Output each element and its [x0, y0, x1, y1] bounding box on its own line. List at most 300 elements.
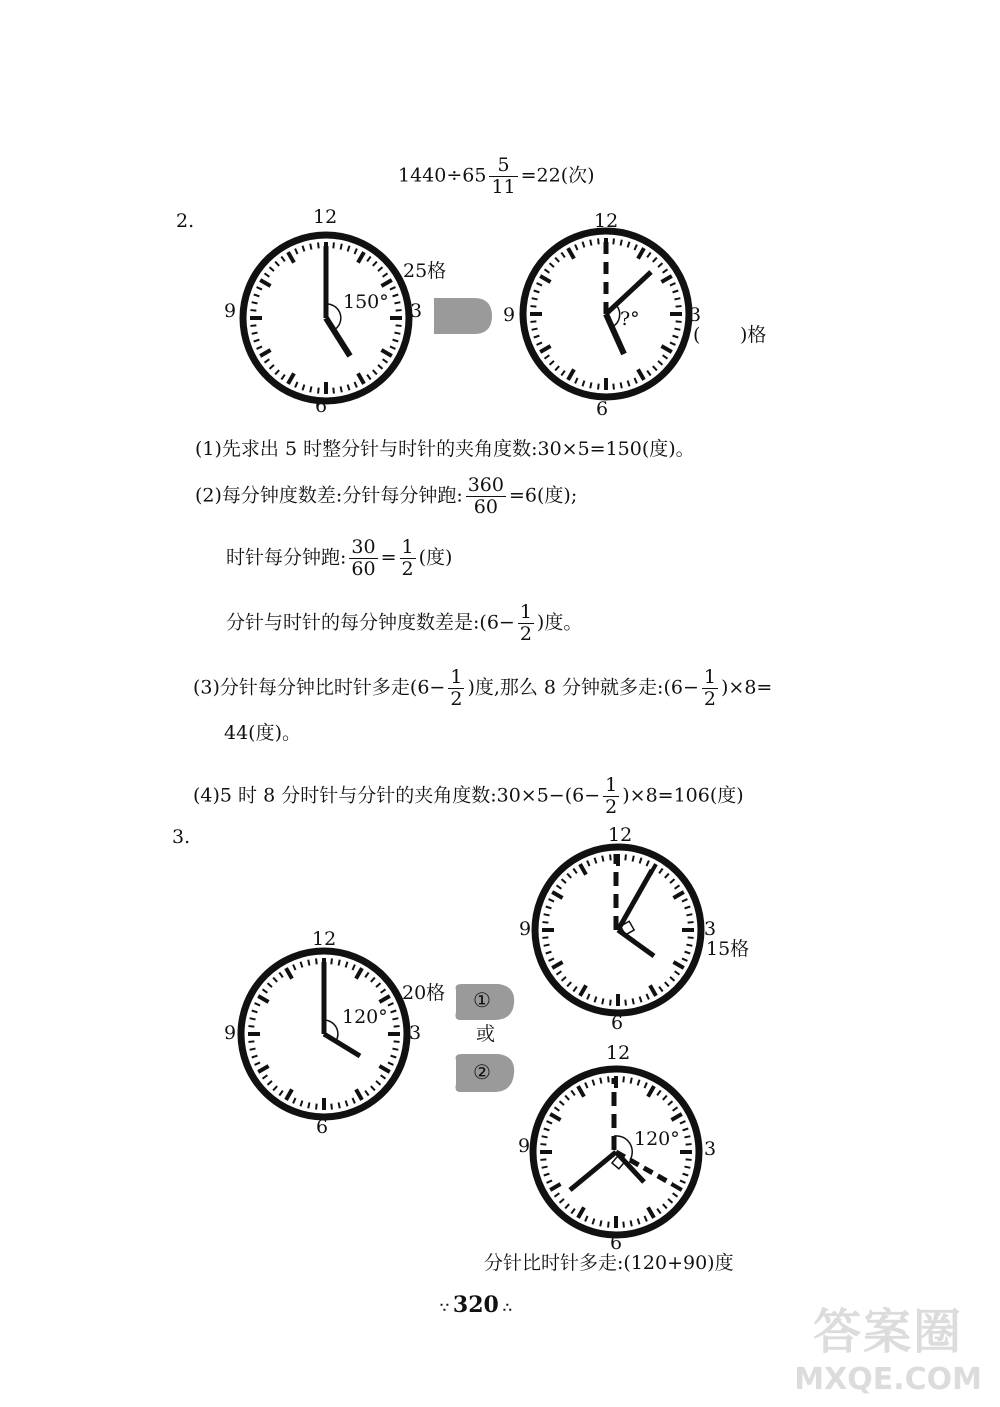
minute-tick	[281, 257, 285, 262]
minute-tick	[547, 1121, 552, 1123]
hour-hand	[618, 930, 654, 956]
minute-tick	[393, 340, 399, 342]
minute-tick	[301, 962, 303, 968]
minute-tick	[308, 960, 309, 966]
minute-tick	[625, 1000, 626, 1006]
minute-tick	[394, 302, 400, 303]
minute-tick	[279, 973, 283, 978]
minute-tick	[367, 375, 371, 380]
minute-tick	[270, 267, 274, 271]
hour-tick	[286, 968, 292, 978]
minute-tick	[542, 922, 548, 923]
minute-tick	[602, 998, 603, 1004]
clock-5-08	[516, 224, 696, 404]
or-label: 或	[476, 1023, 496, 1045]
minute-tick	[646, 994, 648, 999]
minute-tick	[555, 258, 559, 262]
hour-tick	[550, 1114, 560, 1120]
minute-tick	[257, 287, 262, 289]
minute-tick	[273, 1086, 277, 1090]
minute-tick	[670, 977, 674, 981]
minute-tick	[310, 386, 311, 392]
step-3a: (3)分针每分钟比时针多走(6− $\frac{1}{2}$ )度,那么 8 分钟就多走:(6− $\frac{1}{2}$ )×8=	[193, 666, 773, 710]
minute-tick	[631, 1220, 632, 1226]
minute-tick	[653, 258, 657, 262]
minute-tick	[257, 346, 262, 348]
minute-tick	[602, 856, 603, 862]
minute-tick	[657, 1209, 661, 1214]
minute-tick	[567, 982, 571, 986]
clock2-label-12: 12	[594, 210, 619, 232]
clock-option-2	[526, 1062, 706, 1242]
minute-tick	[684, 1136, 690, 1137]
minute-tick	[318, 242, 319, 248]
minute-tick	[657, 1091, 661, 1096]
minute-tick	[393, 295, 399, 297]
hour-tick	[552, 892, 562, 898]
minute-tick	[383, 273, 388, 277]
hour-tick	[358, 373, 364, 383]
clock4-label-6: 6	[611, 1012, 624, 1034]
fraction: $\frac{1}{2}$	[450, 666, 463, 710]
minute-hand	[570, 1152, 616, 1190]
hour-tick	[358, 252, 364, 262]
option-1-label: ①	[473, 988, 491, 1012]
dot-decoration-icon: ∴	[502, 1300, 512, 1316]
minute-tick	[663, 355, 668, 359]
clock5-label-9: 9	[518, 1135, 531, 1157]
hour-tick	[578, 1086, 584, 1096]
minute-tick	[265, 273, 270, 277]
minute-tick	[352, 965, 354, 970]
clock1-label-6: 6	[315, 395, 328, 417]
minute-tick	[683, 1129, 689, 1131]
minute-tick	[571, 1091, 575, 1096]
hour-tick	[580, 864, 586, 874]
minute-tick	[546, 952, 552, 954]
hour-tick	[568, 248, 574, 258]
minute-tick	[653, 366, 657, 370]
minute-tick	[557, 885, 562, 889]
fraction: $\frac{1}{2}$	[401, 536, 414, 580]
clock3-label-6: 6	[316, 1116, 329, 1138]
minute-tick	[250, 310, 256, 311]
minute-tick	[265, 359, 270, 363]
option-2-label: ②	[473, 1060, 491, 1084]
minute-tick	[331, 1104, 332, 1110]
minute-tick	[676, 321, 682, 322]
minute-tick	[275, 262, 279, 266]
minute-tick	[676, 306, 682, 307]
clock4-label-9: 9	[519, 918, 532, 940]
hour-tick	[673, 892, 683, 898]
minute-tick	[555, 1107, 560, 1111]
minute-tick	[663, 1204, 667, 1208]
minute-tick	[318, 388, 319, 394]
minute-tick	[634, 245, 636, 250]
minute-tick	[390, 346, 395, 348]
minute-tick	[674, 329, 680, 330]
minute-tick	[534, 291, 540, 293]
minute-tick	[595, 858, 597, 864]
minute-tick	[682, 958, 687, 960]
clock1-label-12: 12	[313, 206, 338, 228]
hour-tick	[381, 350, 391, 356]
minute-tick	[670, 342, 675, 344]
dot-decoration-icon: ∵	[440, 1300, 449, 1316]
minute-tick	[608, 1222, 609, 1228]
minute-tick	[688, 937, 694, 938]
minute-tick	[248, 1041, 254, 1042]
hour-tick	[288, 373, 294, 383]
minute-tick	[545, 269, 550, 273]
minute-tick	[339, 960, 340, 966]
minute-tick	[378, 267, 382, 271]
minute-tick	[279, 1091, 283, 1096]
minute-tick	[680, 1180, 685, 1182]
minute-tick	[354, 382, 356, 387]
minute-tick	[686, 1159, 692, 1160]
fraction: $\frac{360}{60}$	[467, 474, 504, 518]
minute-tick	[585, 1083, 587, 1088]
minute-tick	[544, 1174, 550, 1176]
minute-tick	[295, 382, 297, 387]
minute-tick	[600, 1220, 601, 1226]
minute-tick	[255, 1003, 260, 1005]
minute-tick	[373, 370, 377, 374]
minute-tick	[248, 1026, 254, 1027]
minute-tick	[583, 381, 585, 387]
minute-tick	[668, 1101, 672, 1105]
minute-tick	[625, 854, 626, 860]
minute-tick	[252, 302, 258, 303]
minute-tick	[376, 983, 380, 987]
minute-hand	[618, 870, 652, 930]
minute-tick	[281, 375, 285, 380]
minute-tick	[686, 914, 692, 915]
minute-tick	[316, 958, 317, 964]
minute-tick	[555, 366, 559, 370]
minute-tick	[373, 262, 377, 266]
minute-tick	[390, 287, 395, 289]
minute-tick	[273, 978, 277, 982]
problem-3-number: 3.	[172, 826, 191, 848]
step-1: (1)先求出 5 时整分针与时针的夹角度数:30×5=150(度)。	[195, 438, 695, 460]
minute-tick	[593, 1219, 595, 1225]
minute-tick	[544, 1129, 550, 1131]
minute-tick	[638, 1219, 640, 1225]
step-2c: 分针与时针的每分钟度数差是:(6− $\frac{1}{2}$ )度。	[226, 601, 583, 645]
minute-tick	[673, 1107, 678, 1111]
minute-tick	[550, 361, 554, 365]
hour-hand	[324, 1034, 360, 1056]
minute-tick	[252, 333, 258, 334]
minute-tick	[673, 336, 679, 338]
minute-tick	[396, 325, 402, 326]
minute-tick	[546, 907, 552, 909]
clock4-side-label: 15格	[706, 938, 750, 960]
minute-tick	[663, 269, 668, 273]
minute-tick	[665, 874, 669, 878]
minute-tick	[613, 238, 614, 244]
minute-tick	[365, 973, 369, 978]
minute-tick	[670, 879, 674, 883]
minute-tick	[647, 371, 651, 376]
hour-tick	[568, 369, 574, 379]
minute-tick	[640, 858, 642, 864]
minute-tick	[333, 242, 334, 248]
step-2a: (2)每分钟度数差:分针每分钟跑: $\frac{360}{60}$ =6(度);	[195, 474, 578, 518]
minute-tick	[560, 1101, 564, 1105]
minute-tick	[623, 1076, 624, 1082]
minute-tick	[587, 994, 589, 999]
minute-tick	[341, 244, 342, 250]
minute-tick	[595, 997, 597, 1003]
minute-tick	[555, 1193, 560, 1197]
fraction: $\frac{1}{2}$	[519, 601, 532, 645]
fraction: $\frac{1}{2}$	[703, 666, 716, 710]
minute-tick	[388, 1003, 393, 1005]
minute-tick	[561, 253, 565, 258]
minute-tick	[610, 854, 611, 860]
clock1-side-label: 25格	[403, 260, 447, 282]
minute-tick	[270, 365, 274, 369]
hour-tick	[638, 248, 644, 258]
minute-tick	[659, 987, 663, 992]
minute-tick	[631, 1078, 632, 1084]
minute-tick	[268, 1081, 272, 1085]
hour-tick	[288, 252, 294, 262]
minute-tick	[530, 306, 536, 307]
fraction: $\frac{30}{60}$	[351, 536, 376, 580]
clock3-label-3: 3	[409, 1022, 422, 1044]
minute-tick	[685, 907, 691, 909]
fraction: $\frac{5}{11}$	[491, 154, 516, 198]
minute-tick	[388, 1062, 393, 1064]
minute-tick	[644, 1216, 646, 1221]
minute-tick	[544, 945, 550, 946]
hour-tick	[540, 276, 550, 282]
minute-tick	[537, 283, 542, 285]
minute-tick	[638, 1080, 640, 1086]
hour-tick	[648, 1086, 654, 1096]
hour-tick	[661, 276, 671, 282]
step-2b: 时针每分钟跑: $\frac{30}{60}$ = $\frac{1}{2}$ (度)	[226, 536, 453, 580]
minute-tick	[628, 242, 630, 248]
hour-tick	[379, 1066, 389, 1072]
clock5-label-12: 12	[606, 1042, 631, 1064]
minute-tick	[688, 922, 694, 923]
minute-tick	[250, 325, 256, 326]
minute-tick	[394, 333, 400, 334]
minute-tick	[293, 1098, 295, 1103]
minute-tick	[623, 1222, 624, 1228]
hour-tick	[671, 1114, 681, 1120]
minute-tick	[634, 378, 636, 383]
minute-tick	[633, 998, 634, 1004]
minute-tick	[352, 1098, 354, 1103]
minute-tick	[537, 342, 542, 344]
minute-tick	[303, 385, 305, 391]
clock1-label-3: 3	[410, 300, 423, 322]
clock1-angle-label: 150°	[343, 291, 389, 313]
minute-tick	[663, 1096, 667, 1100]
clock3-label-9: 9	[224, 1022, 237, 1044]
minute-tick	[378, 365, 382, 369]
top-equation	[398, 156, 595, 197]
minute-tick	[575, 245, 577, 250]
minute-tick	[295, 249, 297, 254]
minute-tick	[263, 989, 268, 993]
minute-tick	[544, 914, 550, 915]
hour-tick	[540, 346, 550, 352]
minute-tick	[686, 1144, 692, 1145]
clock2-side-close: )格	[740, 324, 767, 346]
minute-tick	[250, 1018, 256, 1019]
minute-tick	[371, 1086, 375, 1090]
minute-tick	[644, 1083, 646, 1088]
minute-tick	[573, 987, 577, 992]
fraction: $\frac{1}{2}$	[605, 774, 618, 818]
minute-tick	[263, 1075, 268, 1079]
minute-tick	[383, 359, 388, 363]
hour-tick	[648, 1207, 654, 1217]
minute-tick	[391, 1056, 397, 1058]
hour-tick	[638, 369, 644, 379]
minute-tick	[608, 1076, 609, 1082]
minute-tick	[640, 997, 642, 1003]
clock3-label-12: 12	[312, 928, 337, 950]
hour-tick	[673, 962, 683, 968]
problem-2-number: 2.	[176, 210, 195, 232]
minute-tick	[381, 1075, 386, 1079]
minute-tick	[252, 1056, 258, 1058]
equation-right: =22(次)	[520, 164, 595, 187]
minute-tick	[560, 1199, 564, 1203]
minute-tick	[682, 899, 687, 901]
minute-tick	[593, 1080, 595, 1086]
minute-tick	[573, 869, 577, 874]
minute-tick	[674, 298, 680, 299]
minute-tick	[333, 388, 334, 394]
step-3b: 44(度)。	[224, 722, 302, 744]
clock2-label-3: 3	[689, 304, 702, 326]
minute-tick	[540, 1159, 546, 1160]
minute-tick	[685, 952, 691, 954]
minute-tick	[367, 257, 371, 262]
clock2-angle-label: ?°	[620, 308, 640, 330]
minute-tick	[561, 371, 565, 376]
minute-tick	[293, 965, 295, 970]
hour-tick	[356, 968, 362, 978]
minute-tick	[567, 874, 571, 878]
minute-tick	[252, 1011, 258, 1013]
clock3-angle-label: 120°	[342, 1006, 388, 1028]
minute-tick	[665, 982, 669, 986]
minute-tick	[590, 382, 591, 388]
minute-tick	[598, 238, 599, 244]
clock-4-oclock	[234, 944, 414, 1124]
minute-tick	[668, 1199, 672, 1203]
equation-left: 1440÷65	[398, 164, 487, 187]
minute-tick	[557, 971, 562, 975]
minute-tick	[587, 861, 589, 866]
minute-tick	[613, 384, 614, 390]
minute-tick	[381, 989, 386, 993]
clock5-label-6: 6	[610, 1232, 623, 1254]
minute-tick	[562, 977, 566, 981]
clock3-side-label: 20格	[402, 982, 446, 1004]
minute-tick	[621, 382, 622, 388]
minute-tick	[392, 1049, 398, 1050]
watermark: 答案圈 MXQE.COM	[794, 1304, 982, 1397]
hour-tick	[580, 985, 586, 995]
hour-tick	[258, 996, 268, 1002]
minute-tick	[686, 945, 692, 946]
minute-tick	[610, 1000, 611, 1006]
minute-tick	[670, 283, 675, 285]
minute-tick	[675, 971, 680, 975]
minute-tick	[371, 978, 375, 982]
minute-tick	[354, 249, 356, 254]
minute-tick	[562, 879, 566, 883]
transition-arrow	[432, 296, 494, 336]
minute-tick	[348, 385, 350, 391]
minute-tick	[565, 1204, 569, 1208]
clock-5-oclock	[236, 228, 416, 408]
hour-tick	[258, 1066, 268, 1072]
page-number: ∵ 320 ∴	[440, 1292, 512, 1318]
minute-tick	[268, 983, 272, 987]
minute-tick	[547, 1180, 552, 1182]
minute-tick	[542, 1167, 548, 1168]
minute-tick	[658, 361, 662, 365]
minute-tick	[348, 246, 350, 252]
minute-tick	[550, 263, 554, 267]
clock2-label-6: 6	[596, 398, 609, 420]
hour-tick	[260, 280, 270, 286]
minute-tick	[621, 240, 622, 246]
clock4-label-12: 12	[608, 824, 633, 846]
minute-tick	[530, 321, 536, 322]
clock4-label-3: 3	[704, 918, 717, 940]
minute-tick	[583, 242, 585, 248]
minute-tick	[633, 856, 634, 862]
minute-tick	[590, 240, 591, 246]
minute-tick	[346, 962, 348, 968]
minute-tick	[394, 1026, 400, 1027]
problem-3-caption: 分针比时针多走:(120+90)度	[484, 1252, 734, 1274]
minute-tick	[303, 246, 305, 252]
minute-tick	[680, 1121, 685, 1123]
minute-tick	[301, 1101, 303, 1107]
minute-tick	[647, 253, 651, 258]
minute-tick	[346, 1101, 348, 1107]
hour-tick	[650, 985, 656, 995]
minute-tick	[391, 1011, 397, 1013]
minute-tick	[659, 869, 663, 874]
hour-hand	[326, 318, 350, 356]
clock5-angle-label: 120°	[634, 1128, 680, 1150]
minute-tick	[339, 1102, 340, 1108]
minute-tick	[585, 1216, 587, 1221]
clock2-label-9: 9	[503, 304, 516, 326]
minute-tick	[675, 885, 680, 889]
minute-tick	[376, 1081, 380, 1085]
clock-option-1	[528, 840, 708, 1020]
minute-tick	[532, 329, 538, 330]
hour-tick	[379, 996, 389, 1002]
